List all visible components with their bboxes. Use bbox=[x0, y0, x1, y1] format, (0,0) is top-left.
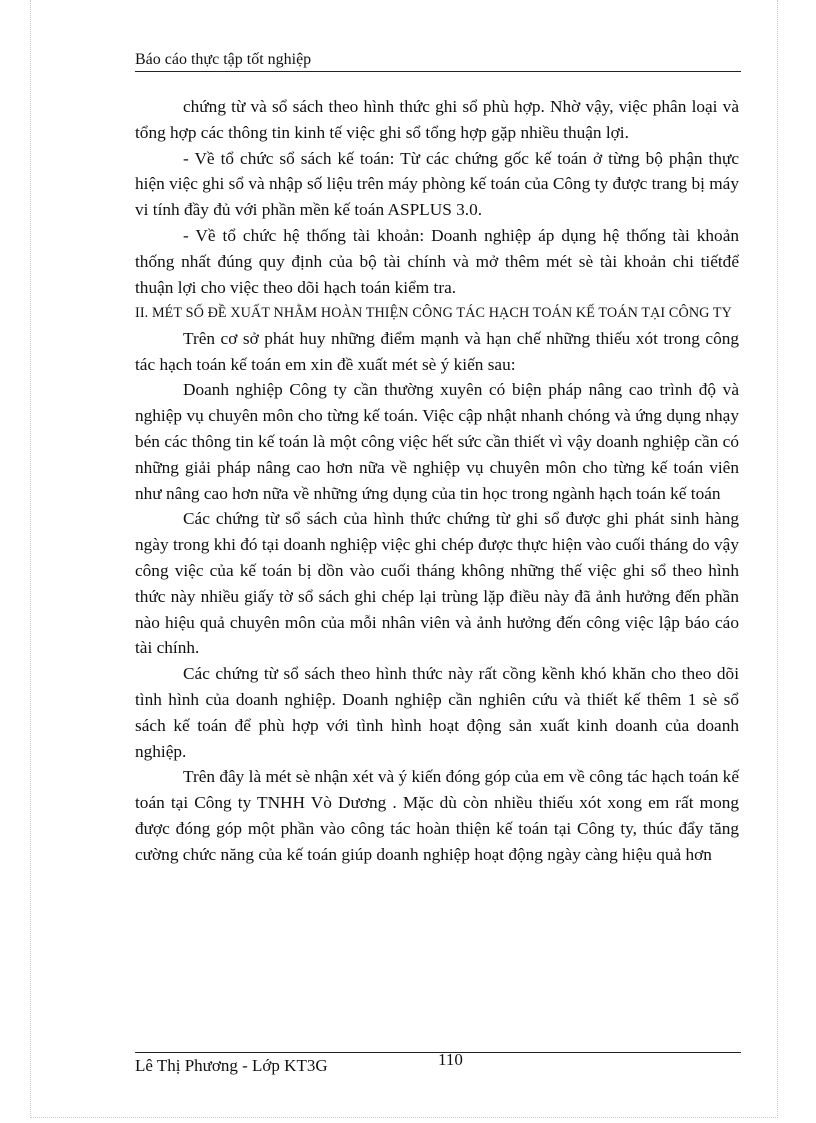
paragraph-4: Trên cơ sở phát huy những điểm mạnh và hạn chế những thiếu xót trong công tác hạch toán kế toán em xin đề xuất mét sè ý kiến sau: bbox=[135, 328, 739, 374]
document-body bbox=[135, 94, 739, 868]
paragraph-2: - Về tổ chức sổ sách kế toán: Từ các chứng gốc kế toán ở từng bộ phận thực hiện việc ghi sổ và nhập số liệu trên máy phòng kế toán của Công ty được trang bị máy vi tính đầy đủ với phần mền kế toán ASPLUS 3.0. bbox=[135, 148, 739, 220]
page-number: 110 bbox=[438, 1050, 463, 1069]
section-heading: II. MÉT SỐ ĐỀ XUẤT NHẰM HOÀN THIỆN CÔNG TÁC HẠCH TOÁN KẾ TOÁN TẠI CÔNG TY bbox=[135, 305, 733, 322]
paragraph-8: Trên đây là mét sè nhận xét và ý kiến đóng góp của em về công tác hạch toán kế toán tại Công ty TNHH Vò Dương . Mặc dù còn nhiều thiếu xót xong em rất mong được đóng góp một phần vào công tác hoàn thiện kế toán tại Công ty, thúc đẩy tăng cường chức năng của kế toán giúp doanh nghiệp hoạt động ngày càng hiệu quả hơn bbox=[135, 767, 739, 864]
paragraph-5: Doanh nghiệp Công ty cần thường xuyên có biện pháp nâng cao trình độ và nghiệp vụ chuyên môn cho từng kế toán. Việc cập nhật nhanh chóng và ứng dụng nhạy bén các thông tin kế toán là một công việc hết sức cần thiết vì vậy doanh nghiệp cần có những giải pháp nâng cao hơn nữa về nghiệp vụ chuyên môn cho từng kế toán viên như nâng cao hơn nữa về những ứng dụng của tin học trong ngành hạch toán kế toán bbox=[135, 380, 739, 503]
paragraph-7: Các chứng từ sổ sách theo hình thức này rất cồng kềnh khó khăn cho theo dõi tình hình của doanh nghiệp. Doanh nghiệp cần nghiên cứu và thiết kế thêm 1 sè sổ sách kế toán để phù hợp với tình hình hoạt động sản xuất kinh doanh của doanh nghiệp. bbox=[135, 664, 739, 761]
page-header: Báo cáo thực tập tốt nghiệp bbox=[135, 50, 741, 72]
paragraph-3: - Về tổ chức hệ thống tài khoản: Doanh nghiệp áp dụng hệ thống tài khoản thống nhất đúng quy định của bộ tài chính và mở thêm mét sè tài khoản chi tiếtđể thuận lợi cho việc theo dõi hạch toán kiểm tra. bbox=[135, 225, 739, 297]
footer-author: Lê Thị Phương - Lớp KT3G bbox=[135, 1056, 328, 1075]
paragraph-1: chứng từ và sổ sách theo hình thức ghi sổ phù hợp. Nhờ vậy, việc phân loại và tổng hợp các thông tin kinh tế việc ghi sổ tổng hợp gặp nhiều thuận lợi. bbox=[135, 97, 739, 142]
paragraph-6: Các chứng từ sổ sách của hình thức chứng từ ghi sổ được ghi phát sinh hàng ngày trong khi đó tại doanh nghiệp việc ghi chép được thực hiện vào cuối tháng do vậy công việc của kế toán bị dồn vào cuối tháng không những thế việc ghi sổ theo hình thức này nhiều giấy tờ sổ sách ghi chép lại trùng lặp điều này đã ảnh hưởng đến phần nào hiệu quả chuyên môn của mỗi nhân viên và ảnh hưởng đến công việc lập báo cáo tài chính. bbox=[135, 509, 739, 658]
